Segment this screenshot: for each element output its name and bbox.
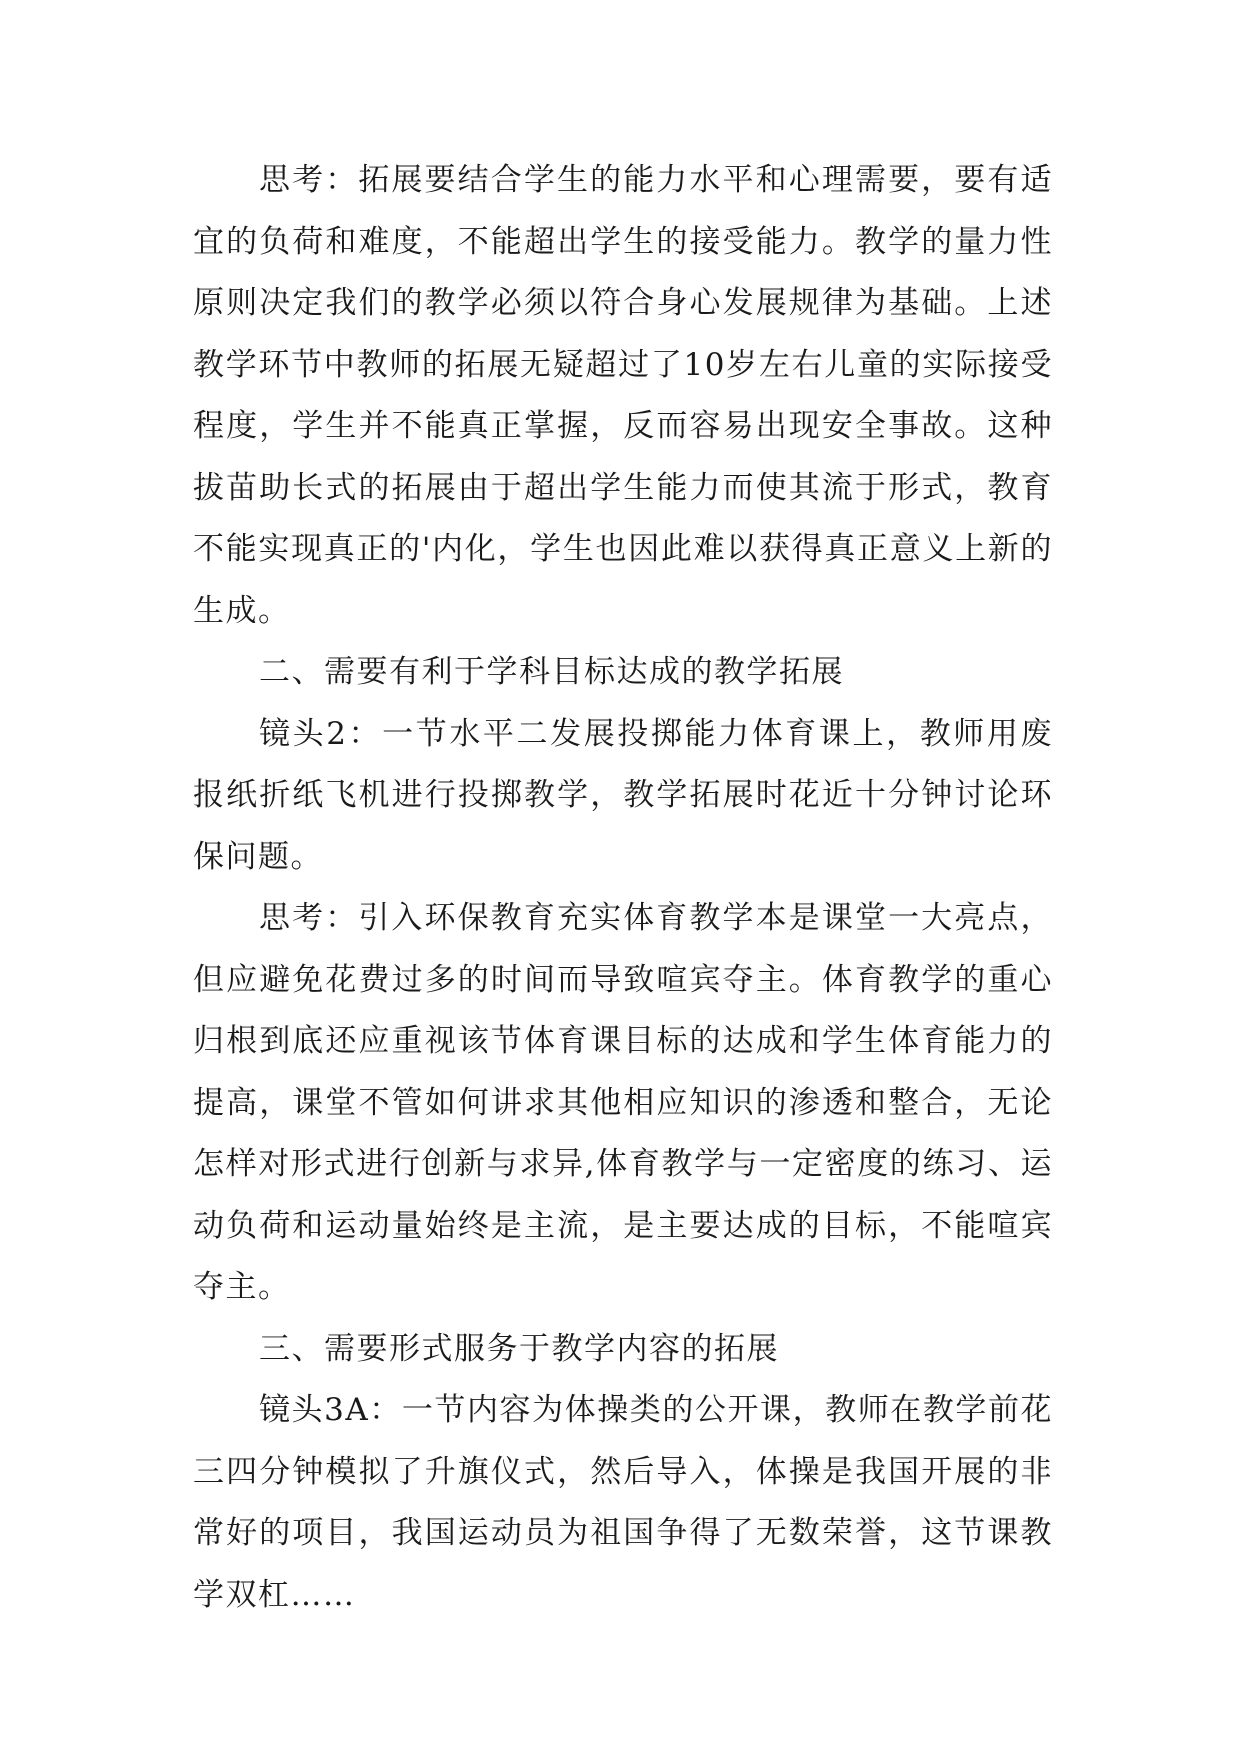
paragraph-reflection-2: 思考：引入环保教育充实体育教学本是课堂一大亮点，但应避免花费过多的时间而导致喧宾夺主。体育教学的重心归根到底还应重视该节体育课目标的达成和学生体育能力的提高，课堂不管如何讲求其他相应知识的渗透和整合，无论怎样对形式进行创新与求异,体育教学与一定密度的练习、运动负荷和运动量始终是主流，是主要达成的目标，不能喧宾夺主。 <box>193 900 1053 1305</box>
section-heading-3: 三、需要形式服务于教学内容的拓展 <box>259 1330 779 1367</box>
paragraph-reflection-1: 思考：拓展要结合学生的能力水平和心理需要，要有适宜的负荷和难度，不能超出学生的接受能力。教学的量力性原则决定我们的教学必须以符合身心发展规律为基础。上述教学环节中教师的拓展无疑超过了10岁左右儿童的实际接受程度，学生并不能真正掌握，反而容易出现安全事故。这种拔苗助长式的拓展由于超出学生能力而使其流于形式，教育不能实现真正的'内化，学生也因此难以获得真正意义上新的生成。 <box>193 162 1053 629</box>
section-heading-2: 二、需要有利于学科目标达成的教学拓展 <box>259 654 844 690</box>
document-page <box>193 150 1053 1626</box>
paragraph-scene-3a: 镜头3A：一节内容为体操类的公开课，教师在教学前花三四分钟模拟了升旗仪式，然后导入，体操是我国开展的非常好的项目，我国运动员为祖国争得了无数荣誉，这节课教学双杠…… <box>193 1392 1053 1613</box>
paragraph-scene-2: 镜头2：一节水平二发展投掷能力体育课上，教师用废报纸折纸飞机进行投掷教学，教学拓展时花近十分钟讨论环保问题。 <box>193 715 1053 875</box>
